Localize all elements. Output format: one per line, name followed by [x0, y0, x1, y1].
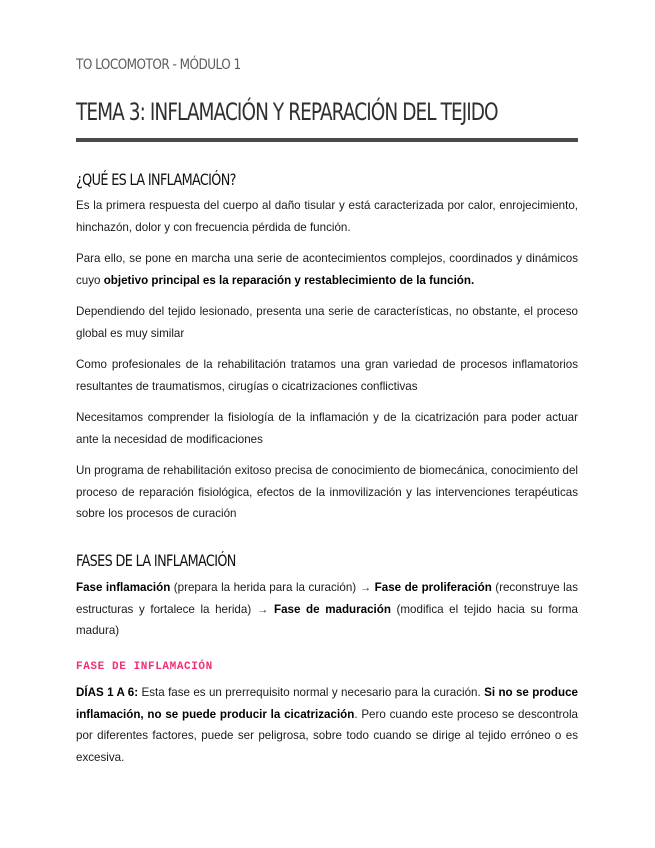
section-heading-fases: FASES DE LA INFLAMACIÓN: [76, 551, 236, 570]
fase-text-1: Esta fase es un prerrequisito normal y necesario para la curación.: [138, 686, 485, 699]
phase-3-text: (modifica el tejido hacia su forma madura): [76, 602, 578, 637]
title-divider: [76, 138, 578, 142]
fase-inflamacion-paragraph: [76, 682, 578, 768]
paragraph-4: Como profesionales de la rehabilitación tratamos una gran variedad de procesos inflamatorios resultantes de traumatismos, cirugías o cicatrizaciones conflictivas: [76, 358, 578, 393]
phase-2-label: Fase de proliferación: [374, 581, 492, 594]
fase-text-2: . Pero cuando este proceso se descontrola por diferentes factores, puede ser peligrosa, sobre todo cuando se dirige al tejido erróneo o es excesiva.: [76, 707, 578, 764]
phase-3-label: Fase de maduración: [274, 602, 391, 616]
subsection-heading-fase-inflamacion: FASE DE INFLAMACIÓN: [76, 661, 213, 673]
paragraph-5: Necesitamos comprender la fisiología de la inflamación y de la cicatrización para poder actuar ante la necesidad de modificaciones: [76, 411, 578, 446]
phase-1-text: (prepara la herida para la curación) →: [170, 581, 375, 594]
section-heading-que-es: ¿QUÉ ES LA INFLAMACIÓN?: [76, 170, 236, 189]
paragraph-2: [76, 248, 578, 291]
paragraph-1: Es la primera respuesta del cuerpo al daño tisular y está caracterizada por calor, enrojecimiento, hinchazón, dolor y con frecuencia pérdida de función.: [76, 199, 578, 234]
phases-paragraph: [76, 577, 578, 642]
days-label: DÍAS 1 A 6:: [76, 686, 139, 699]
paragraph-2-bold: objetivo principal es la reparación y restablecimiento de la función.: [103, 273, 475, 287]
paragraph-3: Dependiendo del tejido lesionado, presenta una serie de características, no obstante, el proceso global es muy similar: [76, 305, 578, 340]
page-title: TEMA 3: INFLAMACIÓN Y REPARACIÓN DEL TEJIDO: [76, 98, 498, 126]
phase-1-label: Fase inflamación: [76, 581, 171, 594]
fase-bold-2: Si no se produce inflamación, no se puede producir la cicatrización: [76, 686, 578, 721]
phase-2-text: (reconstruye las estructuras y fortalece la herida) →: [76, 581, 578, 616]
document-kicker: TO LOCOMOTOR - MÓDULO 1: [76, 57, 241, 73]
paragraph-6: Un programa de rehabilitación exitoso precisa de conocimiento de biomecánica, conocimiento del proceso de reparación fisiológica, efectos de la inmovilización y las intervenciones terapéuticas sobre los procesos de curación: [76, 464, 578, 520]
paragraph-2-text: Para ello, se pone en marcha una serie de acontecimientos complejos, coordinados y dinámicos cuyo: [76, 252, 578, 287]
